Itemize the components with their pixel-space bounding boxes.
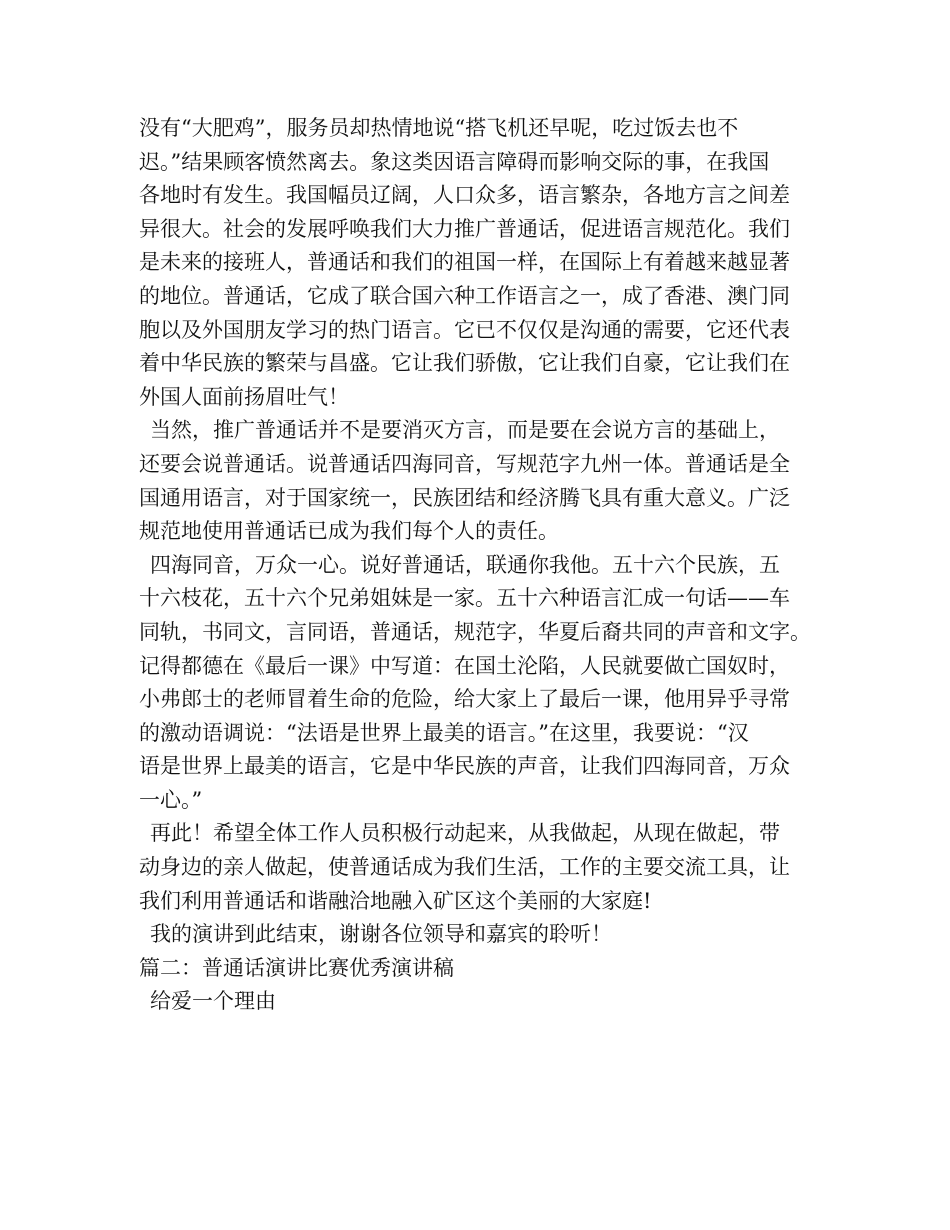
text-line: 语是世界上最美的语言，它是中华民族的声音，让我们四海同音，万众 [139,754,790,779]
text-line: 我们利用普通话和谐融洽地融入矿区这个美丽的大家庭! [139,888,652,913]
paragraph-start-line: 四海同音，万众一心。说好普通话，联通你我他。五十六个民族，五 [150,552,780,577]
text-line: 是未来的接班人，普通话和我们的祖国一样，在国际上有着越来越显著 [139,250,790,275]
text-line: 的激动语调说：“法语是世界上最美的语言。”在这里，我要说：“汉 [139,720,749,745]
text-line: 迟。”结果顾客愤然离去。象这类因语言障碍而影响交际的事，在我国 [139,149,770,174]
paragraph-start-line: 当然，推广普通话并不是要消灭方言，而是要在会说方言的基础上， [150,418,780,443]
section-heading: 篇二：普通话演讲比赛优秀演讲稿 [139,955,454,980]
text-line: 的地位。普通话，它成了联合国六种工作语言之一，成了香港、澳门同 [139,283,790,308]
text-line: 各地时有发生。我国幅员辽阔，人口众多，语言繁杂，各地方言之间差 [139,183,790,208]
text-line: 着中华民族的繁荣与昌盛。它让我们骄傲，它让我们自豪，它让我们在 [139,351,790,376]
document-body [139,112,827,1019]
text-line: 动身边的亲人做起，使普通话成为我们生活，工作的主要交流工具，让 [139,855,790,880]
text-line: 记得都德在《最后一课》中写道：在国土沦陷，人民就要做亡国奴时， [139,653,790,678]
text-line: 异很大。社会的发展呼唤我们大力推广普通话，促进语言规范化。我们 [139,216,790,241]
text-line: 国通用语言，对于国家统一，民族团结和经济腾飞具有重大意义。广泛 [139,485,790,510]
text-line: 规范地使用普通话已成为我们每个人的责任。 [139,519,559,544]
paragraph-start-line: 我的演讲到此结束，谢谢各位领导和嘉宾的聆听！ [150,922,612,947]
text-line: 外国人面前扬眉吐气！ [139,384,349,409]
speech-title: 给爱一个理由 [150,989,276,1014]
text-line: 十六枝花，五十六个兄弟姐妹是一家。五十六种语言汇成一句话——车 [139,586,790,611]
text-line: 没有“大肥鸡”，服务员却热情地说“搭飞机还早呢，吃过饭去也不 [139,116,739,140]
text-line: 小弗郎士的老师冒着生命的危险，给大家上了最后一课，他用异乎寻常 [139,687,790,712]
text-line: 同轨，书同文，言同语，普通话，规范字，华夏后裔共同的声音和文字。 [139,619,811,644]
text-line: 还要会说普通话。说普通话四海同音，写规范字九州一体。普通话是全 [139,451,790,476]
text-line: 一心。” [139,787,203,812]
paragraph-start-line: 再此！希望全体工作人员积极行动起来，从我做起，从现在做起，带 [150,821,780,846]
text-line: 胞以及外国朋友学习的热门语言。它已不仅仅是沟通的需要，它还代表 [139,317,790,342]
